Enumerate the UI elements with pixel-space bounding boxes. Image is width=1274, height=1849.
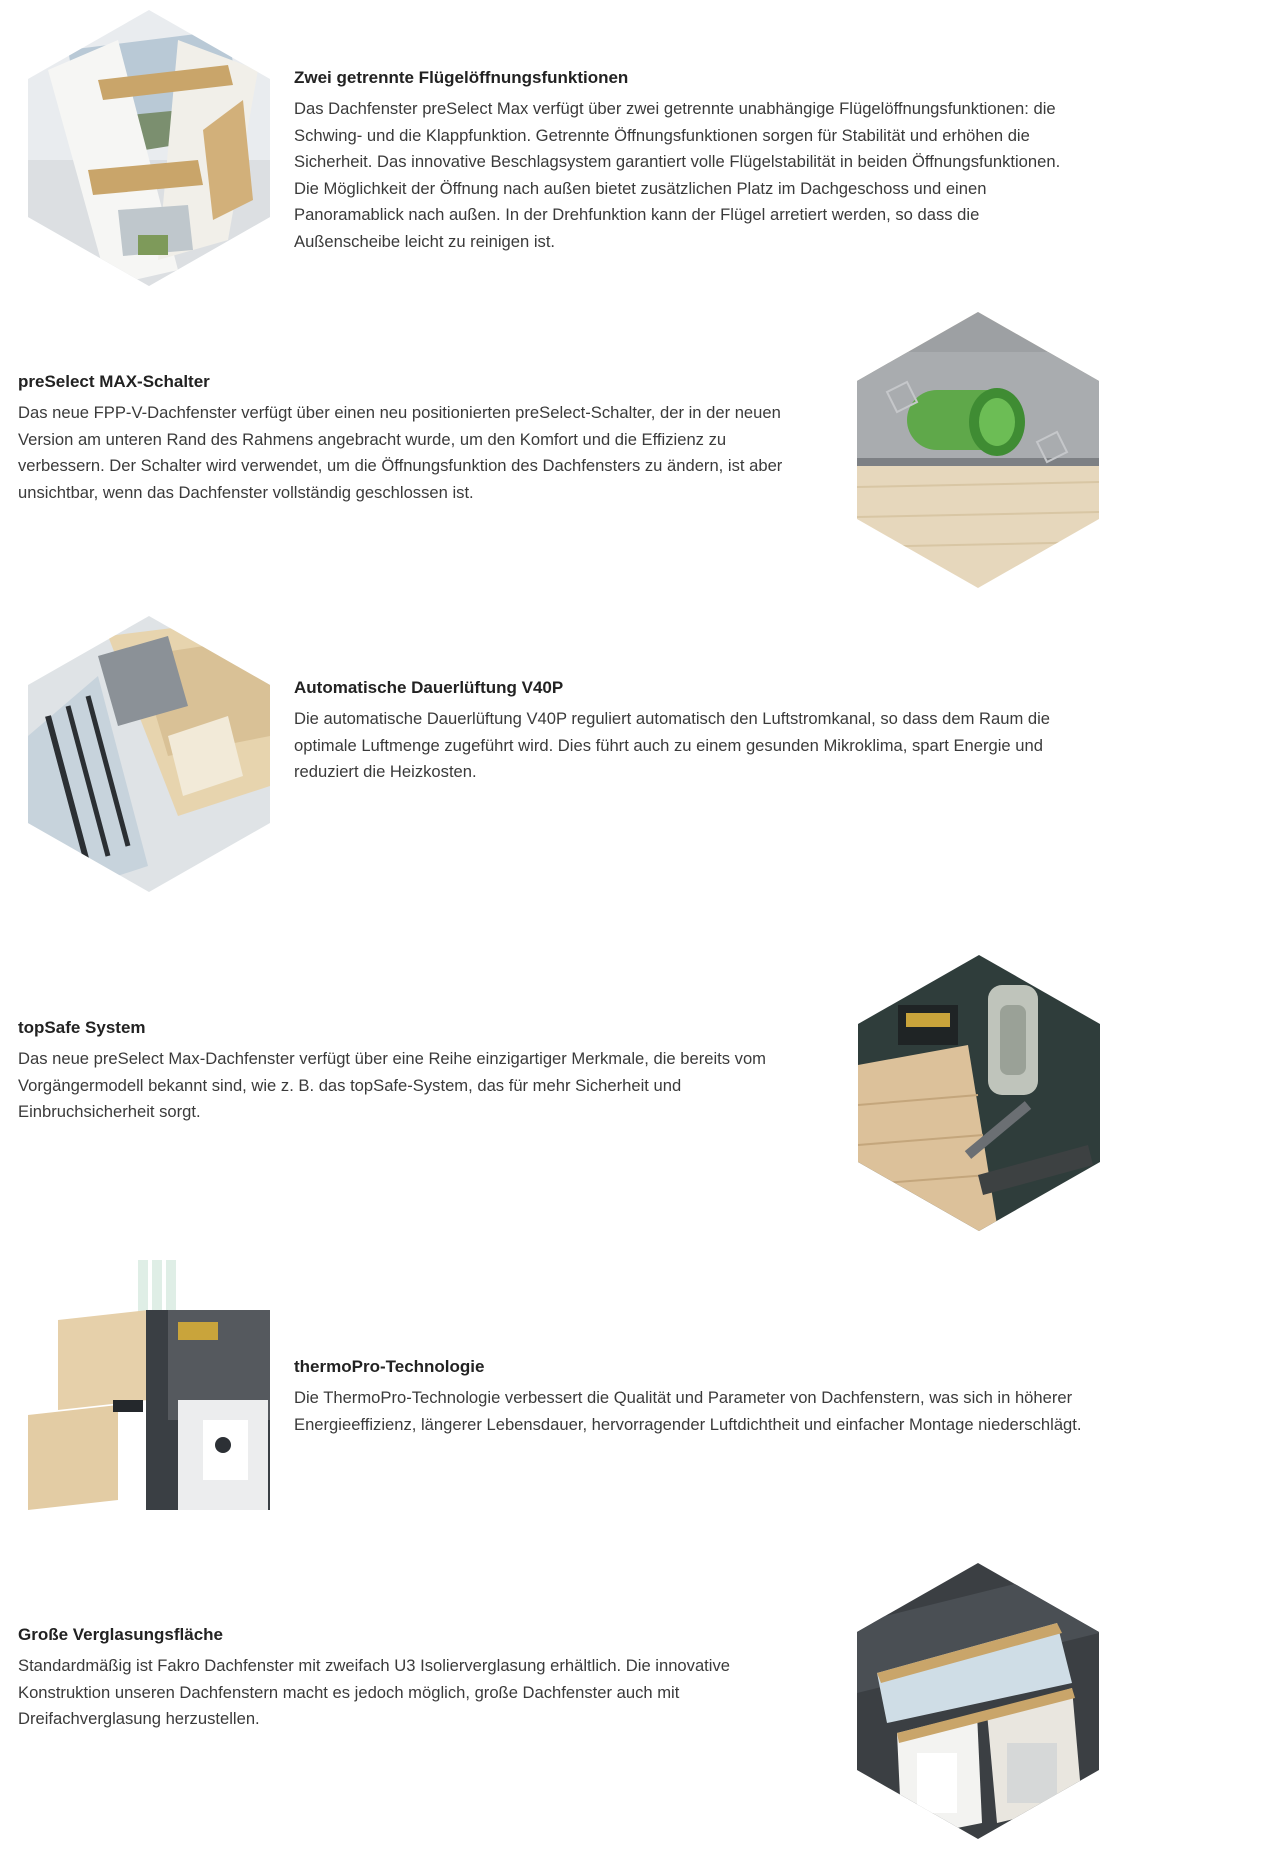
feature-description: Das neue FPP-V-Dachfenster verfügt über einen neu positionierten preSelect-Schalter, der in der neuen Version am unteren Rand des Rahmens angebracht wurde, um den Komfort und die Effizienz zu verbessern. Der Schalter wird verwendet, um die Öffnungsfunktion des Dachfensters zu ändern, ist aber unsichtbar, wenn das Dachfenster vollständig geschlossen ist. <box>18 403 783 502</box>
thermopro-image <box>28 1250 270 1526</box>
feature-title: Automatische Dauerlüftung V40P <box>294 678 564 697</box>
feature-title: Zwei getrennte Flügelöffnungsfunktionen <box>294 68 629 87</box>
feature-title: preSelect MAX-Schalter <box>18 372 210 391</box>
feature-title: Große Verglasungsfläche <box>18 1625 224 1644</box>
feature-description: Die automatische Dauerlüftung V40P reguliert automatisch den Luftstromkanal, so dass dem Raum die optimale Luftmenge zugeführt wird. Dies führt auch zu einem gesunden Mikroklima, spart Energie und reduziert die Heizkosten. <box>294 709 1051 781</box>
topsafe-image <box>858 955 1100 1231</box>
glazing-image <box>857 1563 1099 1839</box>
feature-title: topSafe System <box>18 1018 146 1037</box>
feature-title: thermoPro-Technologie <box>294 1357 485 1376</box>
window-opening-image <box>28 10 270 286</box>
feature-description: Das Dachfenster preSelect Max verfügt über zwei getrennte unabhängige Flügelöffnungsfunktionen: die Schwing- und die Klappfunktion. Getrennte Öffnungsfunktionen sorgen für Stabilität und erhöhen die Sicherheit. Das innovative Beschlagsystem garantiert volle Flügelstabilität in beiden Öffnungsfunktionen. Die Möglichkeit der Öffnung nach außen bietet zusätzlichen Platz im Dachgeschoss und einen Panoramablick nach außen. In der Drehfunktion kann der Flügel arretiert werden, so dass die Außenscheibe leicht zu reinigen ist. <box>294 99 1061 251</box>
feature-description: Das neue preSelect Max-Dachfenster verfügt über eine Reihe einzigartiger Merkmale, die bereits vom Vorgängermodell bekannt sind, wie z. B. das topSafe-System, das für mehr Sicherheit und Einbruchsicherheit sorgt. <box>18 1049 766 1121</box>
ventilation-image <box>28 616 270 892</box>
feature-description: Die ThermoPro-Technologie verbessert die Qualität und Parameter von Dachfenstern, was sich in höherer Energieeffizienz, längerer Lebensdauer, hervorragender Luftdichtheit und einfacher Montage niederschlägt. <box>294 1388 1082 1434</box>
feature-description: Standardmäßig ist Fakro Dachfenster mit zweifach U3 Isolierverglasung erhältlich. Die innovative Konstruktion unseren Dachfenstern macht es jedoch möglich, große Dachfenster auch mit Dreifachverglasung herzustellen. <box>18 1656 730 1728</box>
switch-image <box>857 312 1099 588</box>
